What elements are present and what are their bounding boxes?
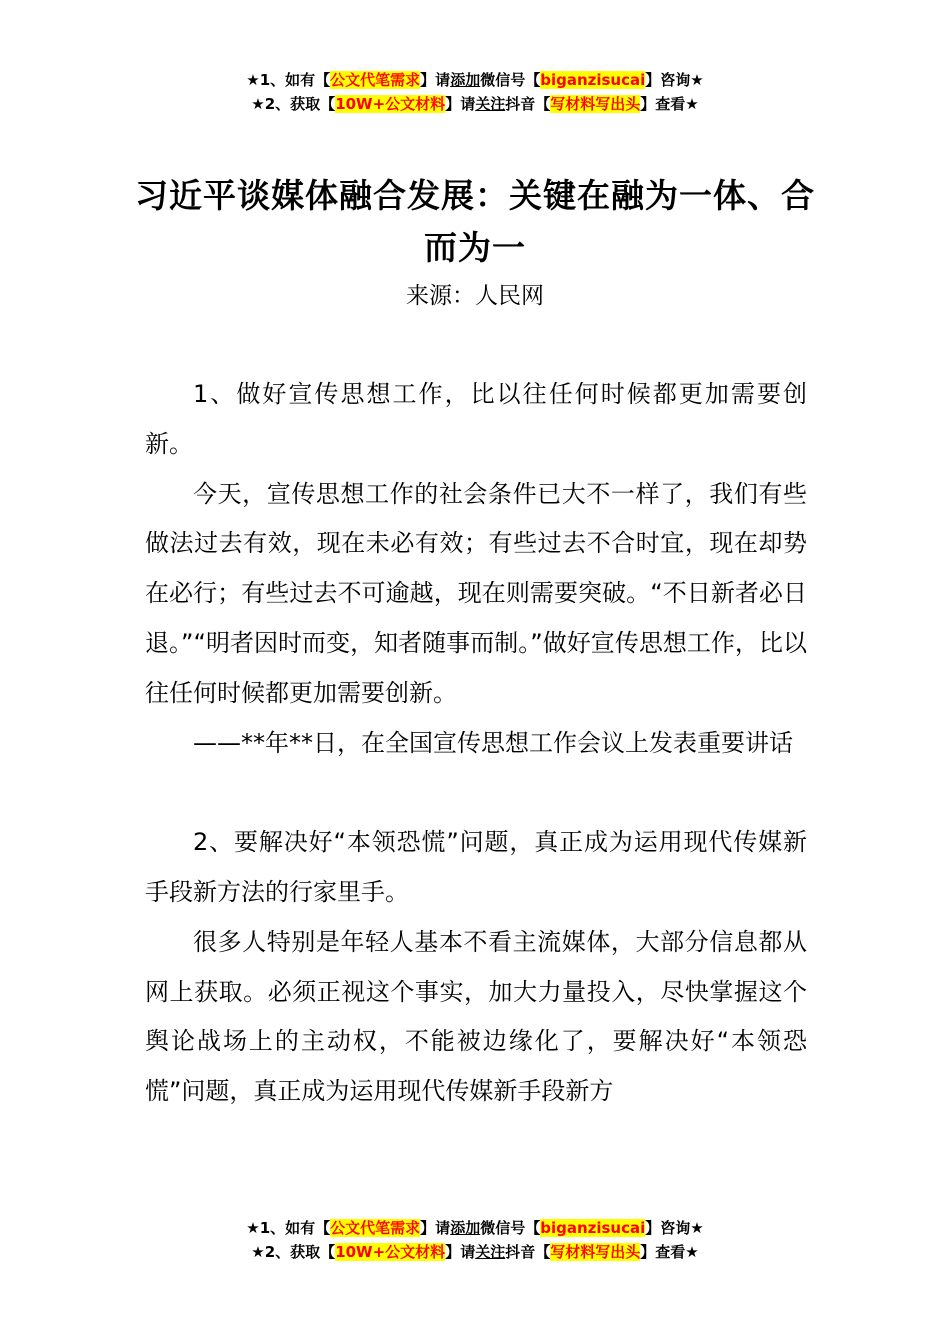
promo-header [0, 68, 950, 116]
promo-line-1 [0, 1216, 950, 1240]
promo-highlight: 10W+公文材料 [335, 1243, 446, 1261]
promo-highlight: 写材料写出头 [550, 95, 641, 113]
promo-underline: 添加 [450, 1219, 481, 1237]
paragraph-gap [145, 768, 807, 818]
promo-text: ★1、如有【 [246, 71, 331, 89]
paragraph: 很多人特别是年轻人基本不看主流媒体，大部分信息都从网上获取。必须正视这个事实，加大力量投入，尽快掌握这个舆论战场上的主动权，不能被边缘化了，要解决好“本领恐慌”问题，真正成为运用现代传媒新手段新方 [145, 927, 807, 1106]
promo-underline: 关注 [475, 1243, 506, 1261]
promo-highlight: 公文代笔需求 [330, 1219, 421, 1237]
promo-footer [0, 1216, 950, 1264]
promo-underline: 添加 [450, 71, 481, 89]
promo-text: ★1、如有【 [246, 1219, 331, 1237]
promo-line-2 [0, 1240, 950, 1264]
promo-underline: 关注 [475, 95, 506, 113]
promo-line-2 [0, 92, 950, 116]
promo-text: 微信号【 [480, 1219, 541, 1237]
promo-text: 】查看★ [640, 95, 699, 113]
promo-text: 抖音【 [505, 1243, 551, 1261]
promo-highlight: 公文代笔需求 [330, 71, 421, 89]
paragraph-heading-1: 1、做好宣传思想工作，比以往任何时候都更加需要创新。 [145, 380, 807, 458]
promo-highlight: biganzisucai [540, 71, 646, 89]
promo-highlight: 10W+公文材料 [335, 95, 446, 113]
promo-text: 】请 [420, 71, 451, 89]
promo-highlight: 写材料写出头 [550, 1243, 641, 1261]
promo-line-1 [0, 68, 950, 92]
promo-text: ★2、获取【 [251, 95, 336, 113]
paragraph: 今天，宣传思想工作的社会条件已大不一样了，我们有些做法过去有效，现在未必有效；有些过去不合时宜，现在却势在必行；有些过去不可逾越，现在则需要突破。“不日新者必日退。”“明者因时而变，知者随事而制。”做好宣传思想工作，比以往任何时候都更加需要创新。 [145, 479, 807, 707]
promo-text: 】请 [445, 95, 476, 113]
document-title: 习近平谈媒体融合发展：关键在融为一体、合而为一 [135, 176, 815, 267]
promo-text: 微信号【 [480, 71, 541, 89]
promo-text: 】查看★ [640, 1243, 699, 1261]
paragraph-attribution: ——**年**日，在全国宣传思想工作会议上发表重要讲话 [193, 728, 793, 757]
paragraph-heading-2: 2、要解决好“本领恐慌”问题，真正成为运用现代传媒新手段新方法的行家里手。 [145, 828, 807, 906]
promo-text: 】咨询★ [645, 71, 704, 89]
promo-text: ★2、获取【 [251, 1243, 336, 1261]
promo-text: 】请 [445, 1243, 476, 1261]
promo-highlight: biganzisucai [540, 1219, 646, 1237]
promo-text: 】咨询★ [645, 1219, 704, 1237]
document-source: 来源：人民网 [406, 283, 544, 309]
promo-text: 】请 [420, 1219, 451, 1237]
promo-text: 抖音【 [505, 95, 551, 113]
document-body [145, 370, 807, 1117]
